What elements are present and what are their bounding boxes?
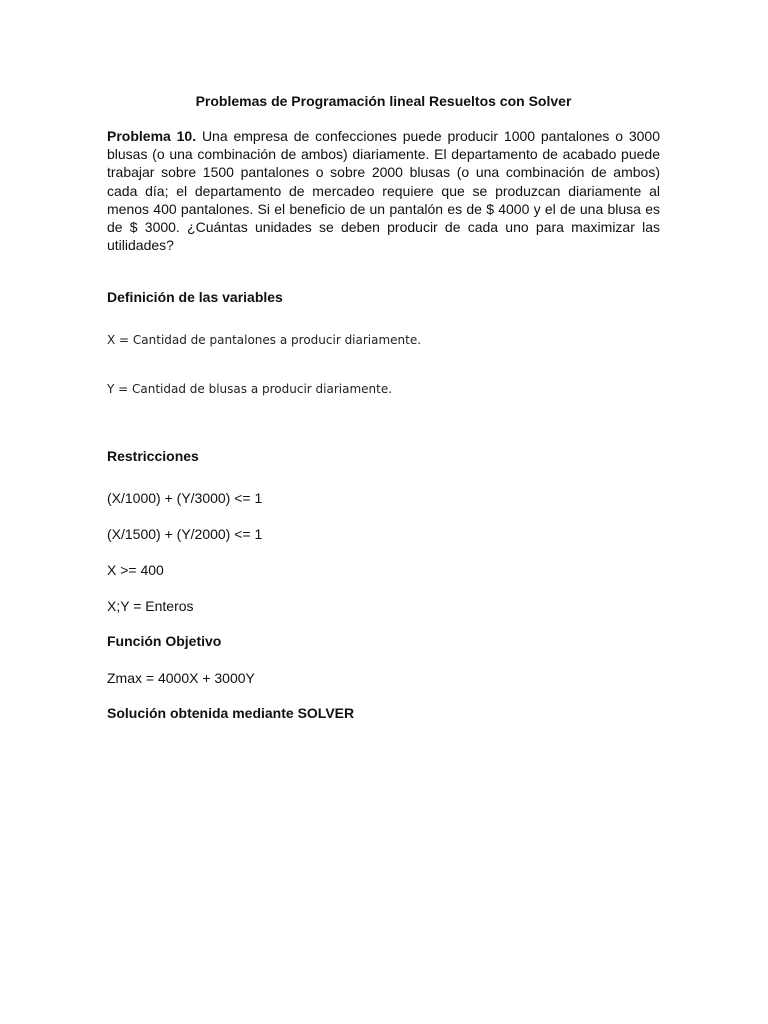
restriction-4: X;Y = Enteros	[107, 598, 194, 614]
problem-label: Problema 10.	[107, 128, 197, 144]
problem-text: Una empresa de confecciones puede producir 1000 pantalones o 3000 blusas (o una combinación de ambos) diariamente. El departamento de acabado puede trabajar sobre 1500 pantalones o sobre 2000 blusas (o una combinación de ambos) cada día; el departamento de mercadeo requiere que se produzcan diariamente al menos 400 pantalones. Si el beneficio de un pantalón es de $ 4000 y el de una blusa es de $ 3000. ¿Cuántas unidades se deben producir de cada uno para maximizar las utilidades?	[107, 128, 660, 254]
solution-heading: Solución obtenida mediante SOLVER	[107, 705, 355, 721]
objective-formula: Zmax = 4000X + 3000Y	[107, 670, 255, 686]
problem-statement	[107, 127, 660, 254]
restriction-1: (X/1000) + (Y/3000) <= 1	[107, 490, 263, 506]
restriction-2: (X/1500) + (Y/2000) <= 1	[107, 526, 263, 542]
restriction-3: X >= 400	[107, 562, 164, 578]
variable-x-definition: X = Cantidad de pantalones a producir diariamente.	[107, 333, 422, 347]
restrictions-heading: Restricciones	[107, 448, 199, 464]
objective-heading: Función Objetivo	[107, 633, 222, 649]
variable-y-definition: Y = Cantidad de blusas a producir diariamente.	[107, 382, 393, 396]
variables-heading: Definición de las variables	[107, 289, 283, 305]
document-title: Problemas de Programación lineal Resueltos con Solver	[195, 93, 572, 109]
